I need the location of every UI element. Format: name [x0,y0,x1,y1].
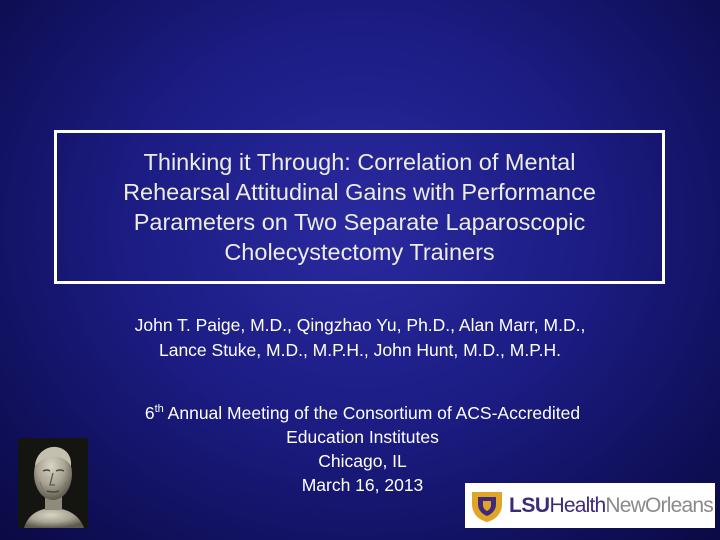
authors-line-2: Lance Stuke, M.D., M.P.H., John Hunt, M.D., M.P.H. [158,340,561,360]
title-line-4: Cholecystectomy Trainers [224,239,495,265]
lsu-health-logo [465,483,715,528]
meeting-ordinal-number: 6 [144,403,155,423]
title-box [54,130,665,284]
authors-block [0,313,720,363]
logo-health-text: Health [549,493,606,517]
authors-line-1: John T. Paige, M.D., Qingzhao Yu, Ph.D., Alan Marr, M.D., [134,315,586,335]
lsu-shield-icon [469,488,505,524]
bust-illustration [18,438,88,528]
logo-neworleans-text: NewOrleans [605,493,713,517]
title-line-1: Thinking it Through: Correlation of Mental [143,149,576,175]
logo-wordmark [509,494,713,518]
meeting-line-2: Education Institutes [286,427,439,447]
meeting-name-part1: Annual Meeting of the Consortium of ACS-Accredited [163,403,581,423]
logo-lsu-text: LSU [509,493,550,517]
meeting-date: March 16, 2013 [301,475,424,495]
title-line-3: Parameters on Two Separate Laparoscopic [133,209,586,235]
meeting-ordinal-suffix: th [154,403,164,415]
caesar-bust-image [18,438,88,528]
meeting-block [0,397,720,497]
title-line-2: Rehearsal Attitudinal Gains with Performance [123,179,596,205]
meeting-line-1 [0,397,720,425]
meeting-location: Chicago, IL [318,451,407,471]
